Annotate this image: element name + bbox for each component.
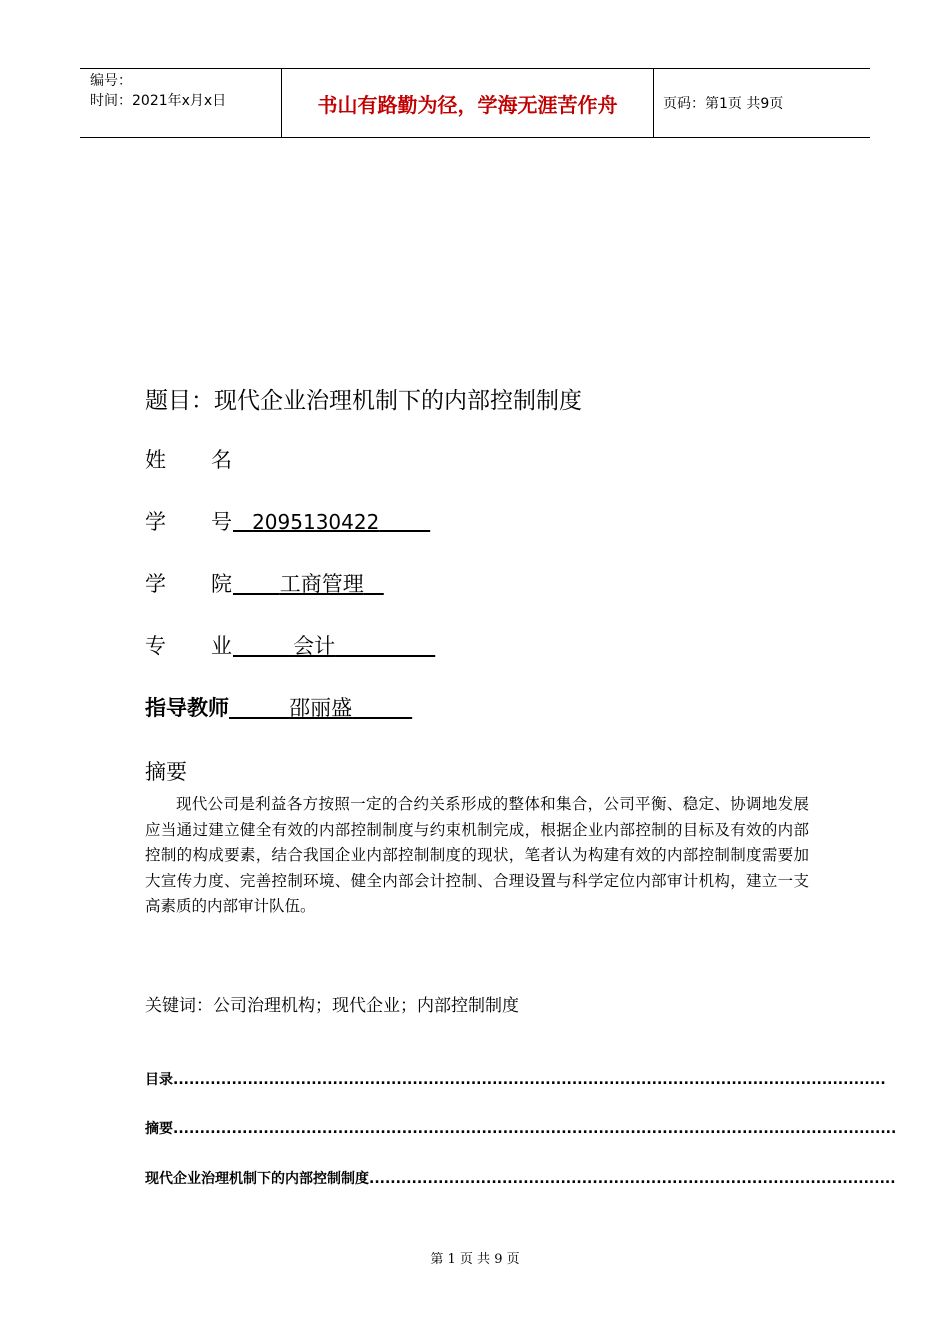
student-id-label: 学 号 <box>145 510 232 534</box>
header-table <box>80 68 870 138</box>
header-time-label: 时间：2021年x月x日 <box>90 93 227 109</box>
header-meta-cell <box>80 69 282 137</box>
college-label: 学 院 <box>145 572 232 596</box>
abstract-heading: 摘要 <box>145 760 187 784</box>
thesis-title: 题目：现代企业治理机制下的内部控制制度 <box>145 388 582 414</box>
major-value: 会计 <box>293 634 336 658</box>
student-id-field <box>145 506 430 536</box>
name-label: 姓 名 <box>145 448 232 472</box>
header-number-label: 编号： <box>90 73 132 89</box>
toc-item[interactable]: 目录...................................................................................................................................... <box>145 1072 886 1088</box>
toc-item[interactable]: 现代企业治理机制下的内部控制制度................................................................................................... <box>145 1171 896 1187</box>
major-label: 专 业 <box>145 634 232 658</box>
student-id-value: 2095130422 <box>252 510 380 534</box>
header-page-info: 页码：第1页 共9页 <box>663 96 784 112</box>
page-footer: 第 1 页 共 9 页 <box>430 1252 520 1267</box>
name-field <box>145 444 233 474</box>
abstract-body: 现代公司是利益各方按照一定的合约关系形成的整体和集合，公司平衡、稳定、协调地发展应当通过建立健全有效的内部控制制度与约束机制完成，根据企业内部控制的目标及有效的内部控制的构成要素，结合我国企业内部控制制度的现状，笔者认为构建有效的内部控制制度需要加大宣传力度、完善控制环境、健全内部会计控制、合理设置与科学定位内部审计机构，建立一支高素质的内部审计队伍。 <box>145 795 809 915</box>
keywords: 关键词：公司治理机构；现代企业；内部控制制度 <box>145 996 519 1016</box>
major-field <box>145 630 435 660</box>
advisor-value: 邵丽盛 <box>289 696 353 720</box>
advisor-field <box>145 692 412 722</box>
advisor-label: 指导教师 <box>145 696 229 720</box>
college-value: 工商管理 <box>279 572 364 596</box>
header-motto: 书山有路勤为径，学海无涯苦作舟 <box>282 69 654 137</box>
college-field <box>145 568 384 598</box>
toc-item[interactable]: 摘要........................................................................................................................................ <box>145 1121 897 1137</box>
